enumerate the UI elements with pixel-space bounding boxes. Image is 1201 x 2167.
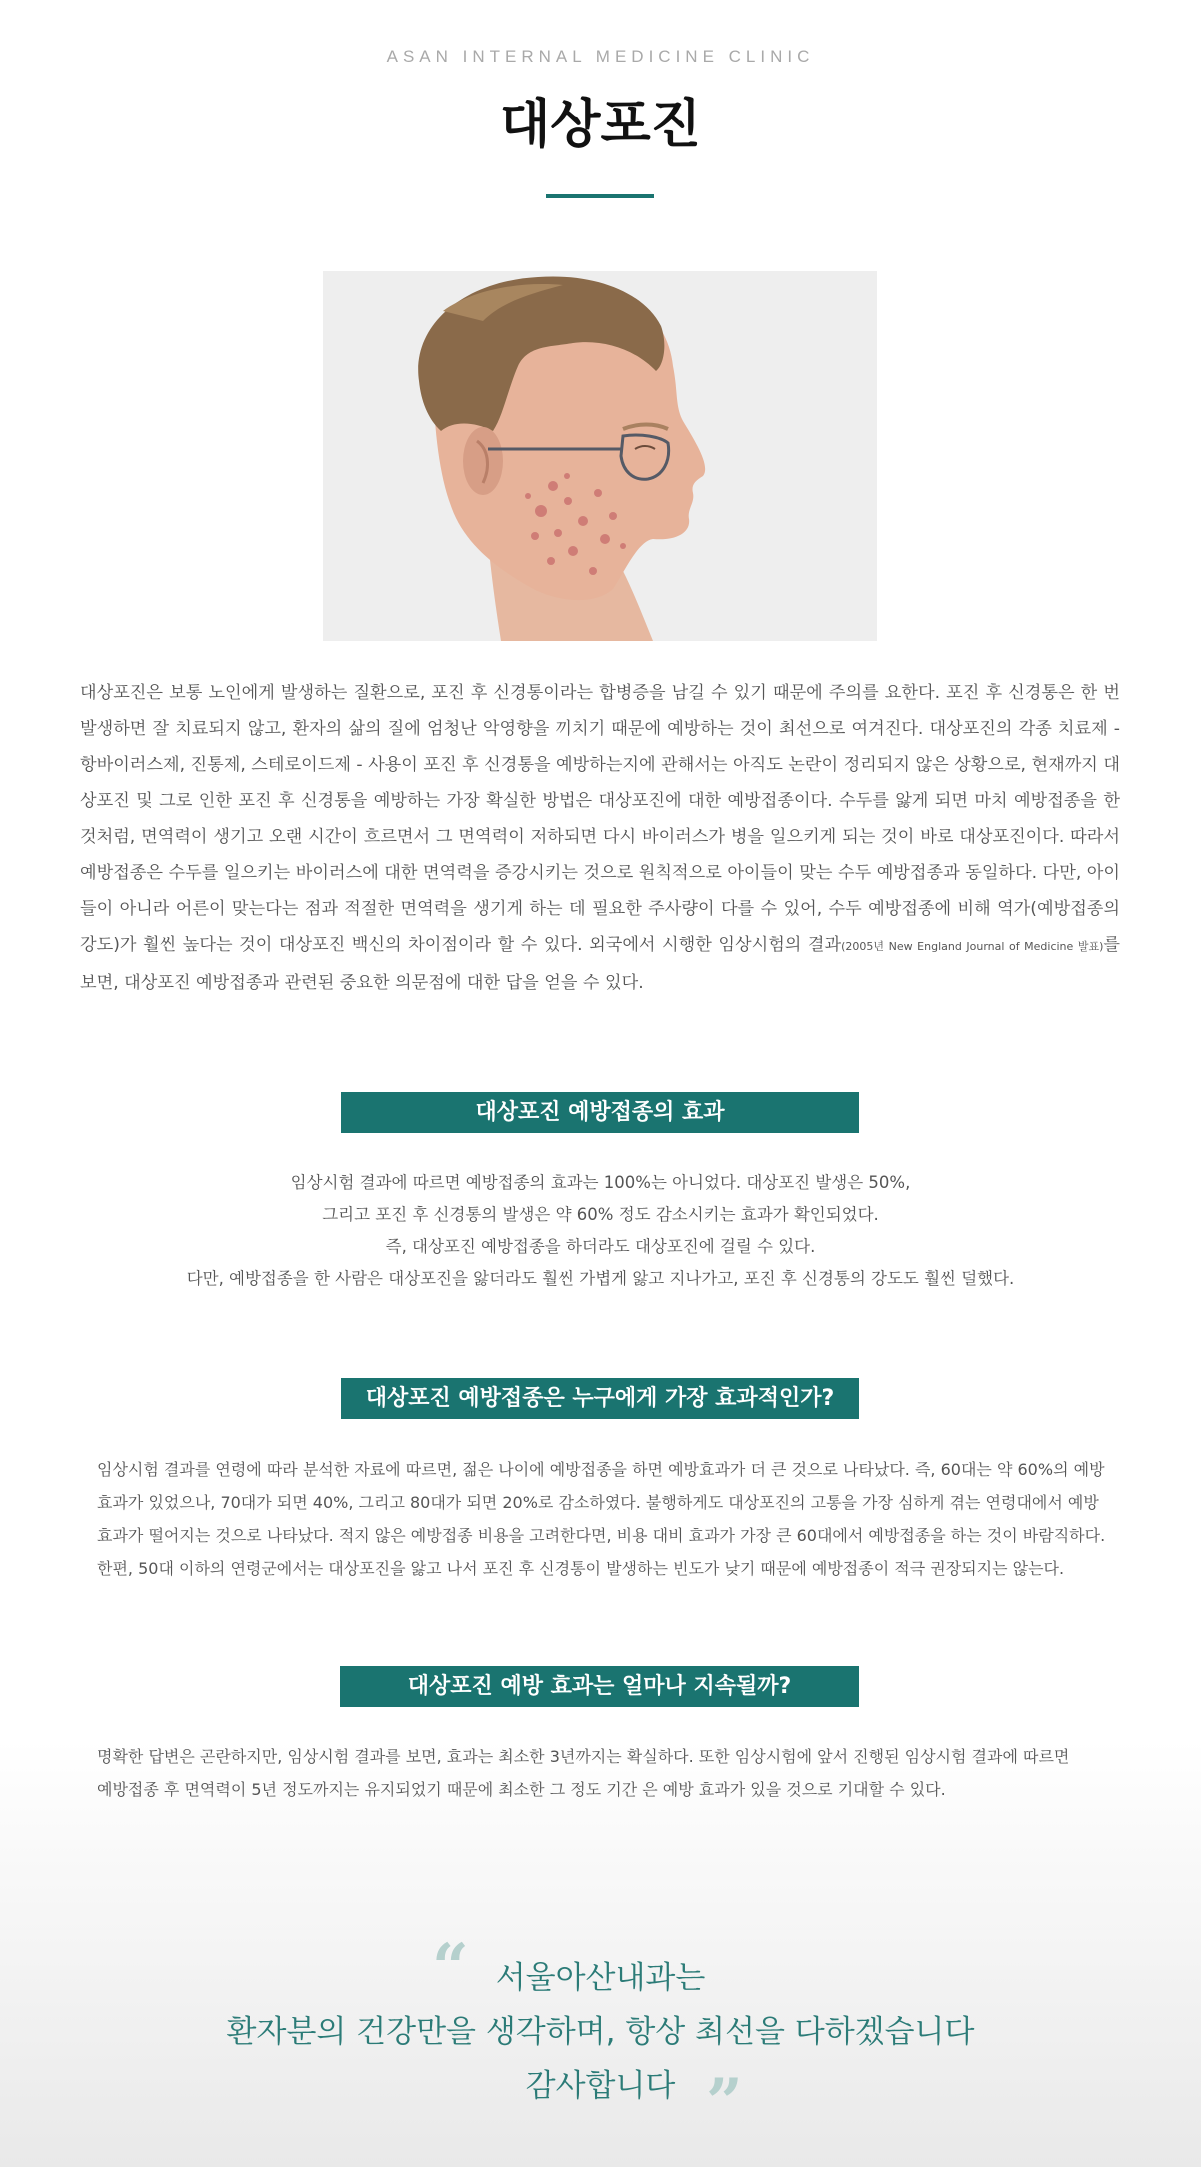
section-heading-effect: 대상포진 예방접종의 효과 xyxy=(341,1092,859,1133)
section-effect-line: 다만, 예방접종을 한 사람은 대상포진을 앓더라도 훨씬 가볍게 앓고 지나가고, 포진 후 신경통의 강도도 훨씬 덜했다. xyxy=(186,1269,1015,1288)
closing-line: 서울아산내과는 xyxy=(495,1960,706,1996)
patient-profile-illustration xyxy=(323,271,877,641)
section-who-body xyxy=(97,1453,1107,1585)
intro-paragraph xyxy=(80,675,1120,1001)
section-effect-line: 그리고 포진 후 신경통의 발생은 약 60% 정도 감소시키는 효과가 확인되었다. xyxy=(322,1205,879,1224)
clinic-name: ASAN INTERNAL MEDICINE CLINIC xyxy=(386,47,815,66)
section-effect-line: 임상시험 결과에 따르면 예방접종의 효과는 100%는 아니었다. 대상포진 발생은 50%, xyxy=(290,1173,911,1192)
intro-main-text: 대상포진은 보통 노인에게 발생하는 질환으로, 포진 후 신경통이라는 합병증을 남길 수 있기 때문에 주의를 요한다. 포진 후 신경통은 한 번 발생하면 잘 치료되지 않고, 환자의 삶의 질에 엄청난 악영향을 끼치기 때문에 예방하는 것이 최선으로 여겨진다. 대상포진의 각종 치료제 - 항바이러스제, 진통제, 스테로이드제 - 사용이 포진 후 신경통을 예방하는지에 관해서는 아직도 논란이 정리되지 않은 상황으로, 현재까지 대상포진 및 그로 인한 포진 후 신경통을 예방하는 가장 확실한 방법은 대상포진에 대한 예방접종이다. 수두를 앓게 되면 마치 예방접종을 한 것처럼, 면역력이 생기고 오랜 시간이 흐르면서 그 면역력이 저하되면 다시 바이러스가 병을 일으키게 되는 것이 바로 대상포진이다. 따라서 예방접종은 수두를 일으키는 바이러스에 대한 면역력을 증강시키는 것으로 원칙적으로 아이들이 맞는 수두 예방접종과 동일하다. 다만, 아이들이 아니라 어른이 맞는다는 점과 적절한 면역력을 생기게 하는 데 필요한 주사량이 다를 수 있어, 수두 예방접종에 비해 역가(예방접종의 강도)가 훨씬 높다는 것이 대상포진 백신의 차이점이라 할 수 있다. 외국에서 시행한 임상시험의 결과 xyxy=(80,683,1120,955)
section-heading-who: 대상포진 예방접종은 누구에게 가장 효과적인가? xyxy=(341,1378,859,1419)
section-duration-body xyxy=(97,1740,1107,1806)
section-duration-line: 예방접종 후 면역력이 5년 정도까지는 유지되었기 때문에 최소한 그 정도 기간 은 예방 효과가 있을 것으로 기대할 수 있다. xyxy=(97,1780,946,1799)
section-who-line: 한편, 50대 이하의 연령군에서는 대상포진을 앓고 나서 포진 후 신경통이 발생하는 빈도가 낮기 때문에 예방접종이 적극 권장되지는 않는다. xyxy=(97,1559,1065,1578)
close-quote-icon: ” xyxy=(706,2065,743,2140)
section-effect-line: 즉, 대상포진 예방접종을 하더라도 대상포진에 걸릴 수 있다. xyxy=(385,1237,816,1256)
section-effect-body xyxy=(0,1167,1201,1295)
intro-tail-text: 를 보면, 대상포진 예방접종과 관련된 중요한 의문점에 대한 답을 얻을 수 있다. xyxy=(80,935,1120,993)
closing-line: 환자분의 건강만을 생각하며, 항상 최선을 다하겠습니다 xyxy=(226,2014,975,2050)
closing-line: 감사합니다 xyxy=(525,2068,676,2104)
patient-photo xyxy=(323,271,877,641)
section-duration-line: 명확한 답변은 곤란하지만, 임상시험 결과를 보면, 효과는 최소한 3년까지는 확실하다. 또한 임상시험에 앞서 진행된 임상시험 결과에 따르면 xyxy=(97,1747,1070,1766)
title-divider xyxy=(546,194,654,198)
open-quote-icon: “ xyxy=(432,1930,469,2005)
section-who-line: 임상시험 결과를 연령에 따라 분석한 자료에 따르면, 젊은 나이에 예방접종을 하면 예방효과가 더 큰 것으로 나타났다. 즉, 60대는 약 60%의 예방 xyxy=(97,1460,1105,1479)
closing-message xyxy=(0,1951,1201,2113)
intro-citation: (2005년 New England Journal of Medicine 발표) xyxy=(841,940,1104,953)
section-who-line: 효과가 있었으나, 70대가 되면 40%, 그리고 80대가 되면 20%로 감소하였다. 불행하게도 대상포진의 고통을 가장 심하게 겪는 연령대에서 예방 xyxy=(97,1493,1099,1512)
page-title: 대상포진 xyxy=(500,95,701,155)
section-heading-duration: 대상포진 예방 효과는 얼마나 지속될까? xyxy=(340,1666,859,1707)
section-who-line: 효과가 떨어지는 것으로 나타났다. 적지 않은 예방접종 비용을 고려한다면, 비용 대비 효과가 가장 큰 60대에서 예방접종을 하는 것이 바람직하다. xyxy=(97,1526,1106,1545)
